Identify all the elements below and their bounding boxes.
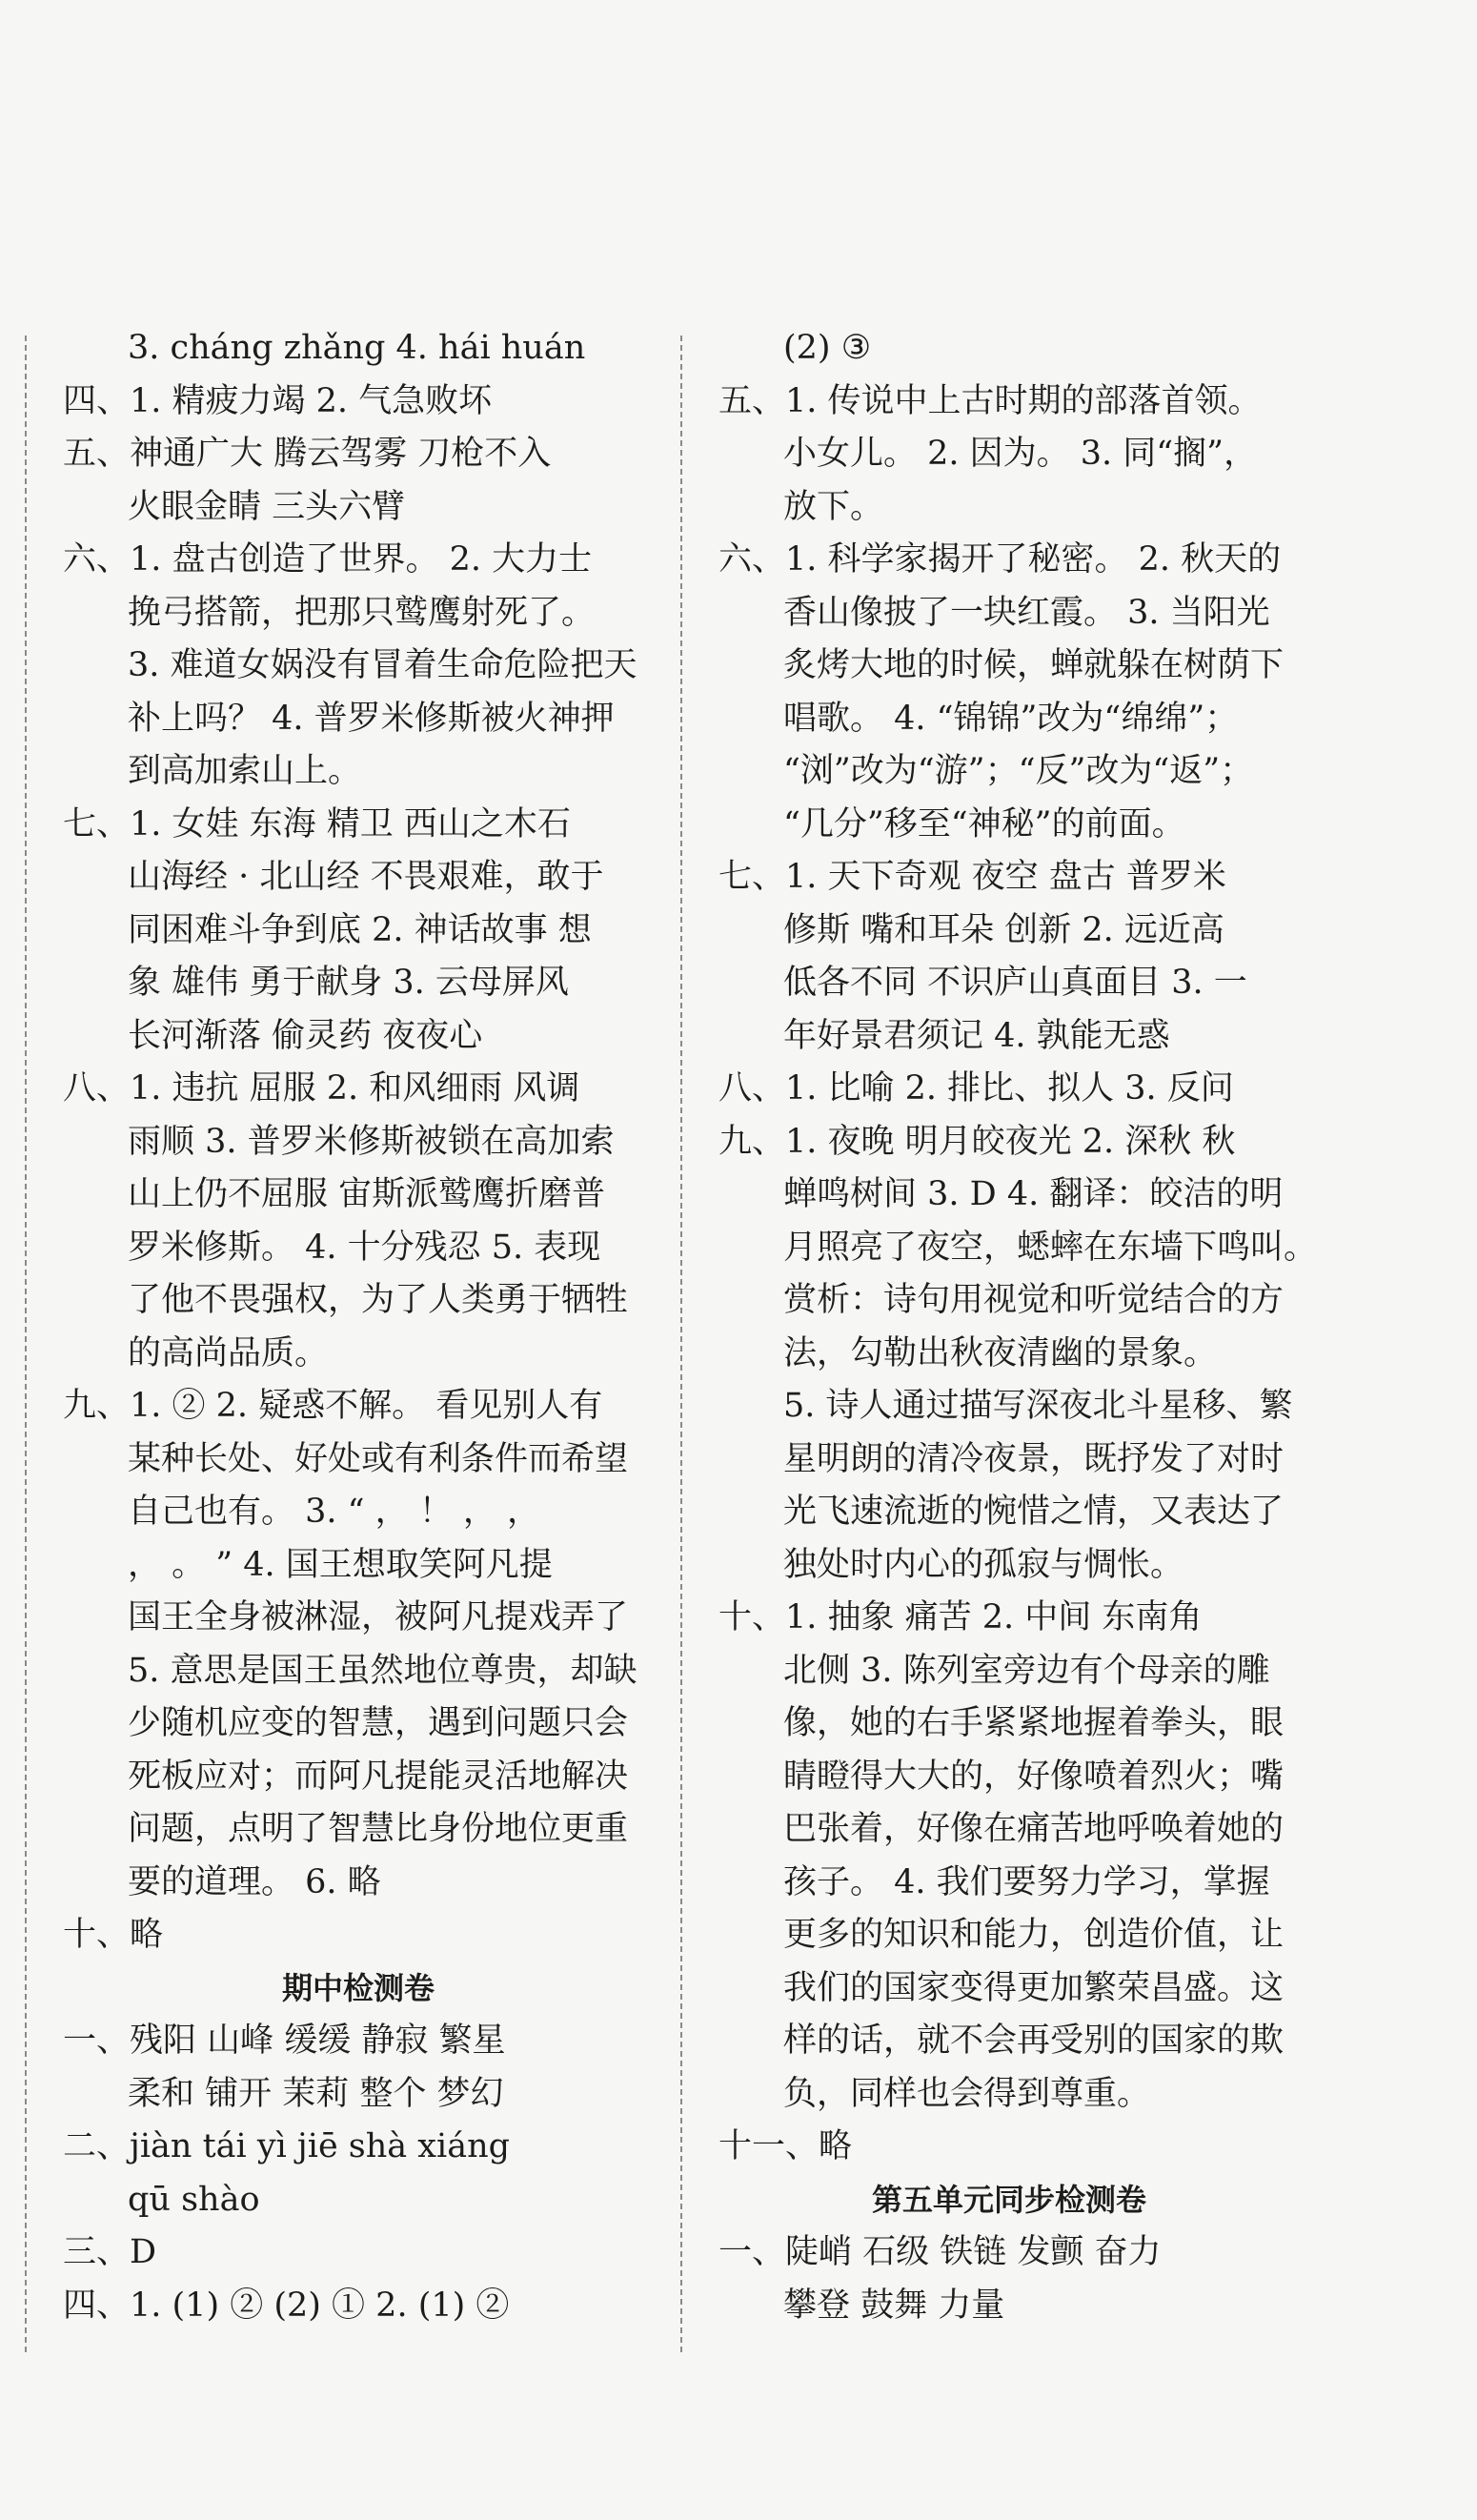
answer-line: 挽弓搭箭，把那只鹫鹰射死了。 [128, 593, 596, 632]
answer-line: 3. cháng zhǎng 4. hái huán [128, 329, 586, 367]
answer-line: 低各不同 不识庐山真面目 3. 一 [783, 964, 1247, 1002]
answer-line: 问题，点明了智慧比身份地位更重 [128, 1810, 629, 1848]
answer-line: 月照亮了夜空，蟋蟀在东墙下鸣叫。 [783, 1228, 1318, 1267]
answer-line: 到高加索山上。 [128, 752, 362, 790]
answer-line: 法，勾勒出秋夜清幽的景象。 [783, 1333, 1218, 1372]
answer-line: 香山像披了一块红霞。 3. 当阳光 [783, 593, 1270, 632]
answer-line: 像，她的右手紧紧地握着拳头，眼 [783, 1704, 1285, 1742]
answer-line: 二、jiàn tái yì jiē shà xiáng [63, 2127, 511, 2165]
answer-line: 火眼金睛 三头六臂 [128, 487, 406, 526]
answer-line: 雨顺 3. 普罗米修斯被锁在高加索 [128, 1122, 615, 1161]
answer-line: 四、1. 精疲力竭 2. 气急败坏 [63, 381, 493, 420]
answer-line: 光飞速流逝的惋惜之情，又表达了 [783, 1493, 1285, 1531]
answer-line: 了他不畏强权，为了人类勇于牺牲 [128, 1281, 629, 1319]
answer-line: 蝉鸣树间 3. D 4. 翻译：皎洁的明 [783, 1175, 1284, 1213]
answer-line: 少随机应变的智慧，遇到问题只会 [128, 1704, 629, 1742]
answer-line: 山上仍不屈服 宙斯派鹫鹰折磨普 [128, 1175, 606, 1213]
answer-line: 同困难斗争到底 2. 神话故事 想 [128, 910, 592, 949]
answer-line: 十一、略 [718, 2127, 853, 2165]
middle-dashed-divider [680, 335, 682, 2352]
answer-line: 修斯 嘴和耳朵 创新 2. 远近高 [783, 910, 1224, 949]
answer-line: (2) ③ [783, 329, 872, 367]
answer-line: 三、D [63, 2233, 157, 2271]
answer-line: qū shào [128, 2180, 260, 2219]
answer-line: 星明朗的清冷夜景，既抒发了对时 [783, 1439, 1285, 1478]
answer-line: 要的道理。 6. 略 [128, 1862, 381, 1901]
answer-line: 巴张着，好像在痛苦地呼唤着她的 [783, 1810, 1285, 1848]
answer-line: 七、1. 天下奇观 夜空 盘古 普罗米 [718, 858, 1226, 896]
answer-line: 我们的国家变得更加繁荣昌盛。这 [783, 1968, 1285, 2007]
answer-line: 孩子。 4. 我们要努力学习，掌握 [783, 1862, 1270, 1901]
answer-line: 放下。 [783, 487, 884, 526]
answer-line: 七、1. 女娃 东海 精卫 西山之木石 [63, 804, 571, 843]
answer-line: 负，同样也会得到尊重。 [783, 2074, 1151, 2113]
answer-line: 年好景君须记 4. 孰能无惑 [783, 1016, 1170, 1055]
answer-line: 独处时内心的孤寂与惆怅。 [783, 1545, 1184, 1584]
answer-line: 5. 诗人通过描写深夜北斗星移、繁 [783, 1387, 1293, 1425]
right-answer-column [718, 322, 1318, 2332]
answer-line: 赏析：诗句用视觉和听觉结合的方 [783, 1281, 1285, 1319]
left-answer-column [63, 322, 654, 2332]
answer-line: 六、1. 科学家揭开了秘密。 2. 秋天的 [718, 540, 1282, 579]
answer-line: 一、残阳 山峰 缓缓 静寂 繁星 [63, 2022, 506, 2060]
answer-line: 的高尚品质。 [128, 1333, 329, 1372]
answer-line: 五、1. 传说中上古时期的部落首领。 [718, 381, 1262, 420]
answer-line: “几分”移至“神秘”的前面。 [783, 804, 1185, 843]
answer-line: 一、陡峭 石级 铁链 发颤 奋力 [718, 2233, 1162, 2271]
answer-line: 五、神通广大 腾云驾雾 刀枪不入 [63, 435, 552, 473]
answer-line: 5. 意思是国王虽然地位尊贵，却缺 [128, 1651, 637, 1690]
answer-line: 八、1. 比喻 2. 排比、拟人 3. 反问 [718, 1069, 1234, 1108]
left-dashed-divider [25, 335, 27, 2352]
answer-line: 山海经 · 北山经 不畏艰难，敢于 [128, 858, 604, 896]
answer-line: 炙烤大地的时候，蝉就躲在树荫下 [783, 646, 1285, 684]
answer-line: 样的话，就不会再受别的国家的欺 [783, 2022, 1285, 2060]
answer-line: 睛瞪得大大的，好像喷着烈火；嘴 [783, 1757, 1285, 1796]
answer-line: 柔和 铺开 茉莉 整个 梦幻 [128, 2074, 504, 2113]
section-heading: 第五单元同步检测卷 [871, 2181, 1146, 2218]
answer-line: ， 。 ” 4. 国王想取笑阿凡提 [128, 1545, 553, 1584]
answer-line: 补上吗？ 4. 普罗米修斯被火神押 [128, 699, 615, 738]
answer-line: 3. 难道女娲没有冒着生命危险把天 [128, 646, 637, 684]
answer-line: 自己也有。 3. “ ， ！ ， ， [128, 1493, 541, 1531]
answer-line: 长河渐落 偷灵药 夜夜心 [128, 1016, 483, 1055]
answer-line: 小女儿。 2. 因为。 3. 同“搁”， [783, 435, 1258, 473]
answer-line: 六、1. 盘古创造了世界。 2. 大力士 [63, 540, 593, 579]
answer-line: 国王全身被淋湿，被阿凡提戏弄了 [128, 1598, 629, 1636]
answer-line: 唱歌。 4. “锦锦”改为“绵绵”； [783, 699, 1239, 738]
answer-line: 更多的知识和能力，创造价值，让 [783, 1916, 1285, 1954]
answer-line: 攀登 鼓舞 力量 [783, 2286, 1005, 2325]
answer-line: 北侧 3. 陈列室旁边有个母亲的雕 [783, 1651, 1270, 1690]
answer-line: 死板应对；而阿凡提能灵活地解决 [128, 1757, 629, 1796]
answer-line: 罗米修斯。 4. 十分残忍 5. 表现 [128, 1228, 601, 1267]
answer-line: 某种长处、好处或有利条件而希望 [128, 1439, 629, 1478]
answer-line: 十、略 [63, 1916, 164, 1954]
answer-line: “浏”改为“游”；“反”改为“返”； [783, 752, 1254, 790]
answer-line: 十、1. 抽象 痛苦 2. 中间 东南角 [718, 1598, 1203, 1636]
section-heading: 期中检测卷 [281, 1969, 435, 2006]
answer-line: 九、1. 夜晚 明月皎夜光 2. 深秋 秋 [718, 1122, 1236, 1161]
answer-line: 八、1. 违抗 屈服 2. 和风细雨 风调 [63, 1069, 580, 1108]
answer-line: 象 雄伟 勇于献身 3. 云母屏风 [128, 964, 569, 1002]
answer-line: 九、1. ② 2. 疑惑不解。 看见别人有 [63, 1387, 603, 1425]
answer-line: 四、1. (1) ② (2) ① 2. (1) ② [63, 2286, 510, 2325]
